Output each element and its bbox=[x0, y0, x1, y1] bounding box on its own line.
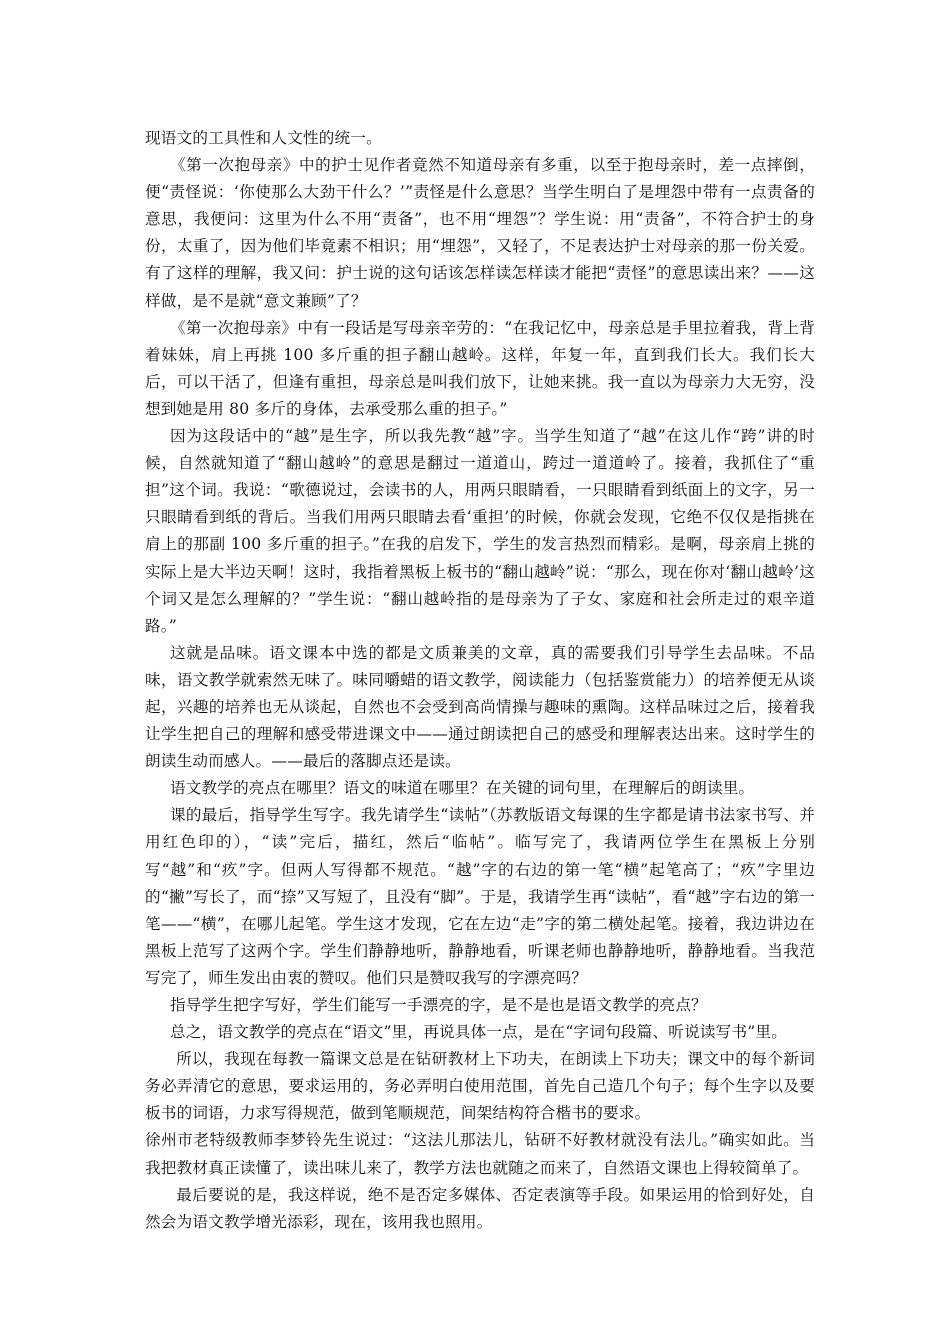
paragraph-5: 这就是品味。语文课本中选的都是文质兼美的文章，真的需要我们引导学生去品味。不品味，语文教学就索然无味了。味同嚼蜡的语文教学，阅读能力（包括鉴赏能力）的培养便无从谈起，兴趣的培养也无从谈起，自然也不会受到高尚情操与趣味的熏陶。这样品味过之后，接着我让学生把自己的理解和感受带进课文中——通过朗读把自己的感受和理解表达出来。这时学生的朗读生动而感人。——最后的落脚点还是读。 bbox=[145, 643, 815, 771]
paragraph-3: 《第一次抱母亲》中有一段话是写母亲辛劳的：“在我记忆中，母亲总是手里拉着我，背上背着妹妹，肩上再挑 100 多斤重的担子翻山越岭。这样，年复一年，直到我们长大。我们长大后，可以干活了，但逢有重担，母亲总是叫我们放下，让她来挑。我一直以为母亲力大无穷，没想到她是用 80 多斤的身体，去承受那么重的担子。” bbox=[145, 318, 815, 418]
paragraph-8: 指导学生把字写好，学生们能写一手漂亮的字，是不是也是语文教学的亮点？ bbox=[169, 996, 707, 1014]
document-body bbox=[145, 125, 815, 1236]
paragraph-4: 因为这段话中的“越”是生字，所以我先教“越”字。当学生知道了“越”在这儿作“跨”讲的时候，自然就知道了“翻山越岭”的意思是翻过一道道山，跨过一道道岭了。接着，我抓住了“重担”这个词。我说：“歌德说过，会读书的人，用两只眼睛看，一只眼睛看到纸面上的文字，另一只眼睛看到纸的背后。当我们用两只眼睛去看‘重担’的时候，你就会发现，它绝不仅仅是指挑在肩上的那副 100 多斤重的担子。”在我的启发下，学生的发言热烈而精彩。是啊，母亲肩上挑的实际上是大半边天啊！这时，我指着黑板上板书的“翻山越岭”说：“那么，现在你对‘翻山越岭’这个词又是怎么理解的？”学生说：“翻山越岭指的是母亲为了子女、家庭和社会所走过的艰辛道路。” bbox=[145, 427, 815, 635]
paragraph-11: 徐州市老特级教师李梦铃先生说过：“这法儿那法儿，钻研不好教材就没有法儿。”确实如此。当我把教材真正读懂了，读出味儿来了，教学方法也就随之而来了，自然语文课也上得较简单了。 bbox=[145, 1131, 815, 1177]
paragraph-1: 现语文的工具性和人文性的统一。 bbox=[145, 129, 382, 147]
paragraph-6: 语文教学的亮点在哪里？语文的味道在哪里？在关键的词句里，在理解后的朗读里。 bbox=[169, 779, 755, 798]
paragraph-10: 所以，我现在每教一篇课文总是在钻研教材上下功夫，在朗读上下功夫；课文中的每个新词务必弄清它的意思，要求运用的，务必弄明白使用范围，首先自己造几个句子；每个生字以及要板书的词语，力求写得规范，做到笔顺规范，间架结构符合楷书的要求。 bbox=[145, 1050, 815, 1123]
paragraph-12: 最后要说的是，我这样说，绝不是否定多媒体、否定表演等手段。如果运用的恰到好处，自然会为语文教学增光添彩，现在，该用我也照用。 bbox=[145, 1185, 815, 1231]
paragraph-9: 总之，语文教学的亮点在“语文”里，再说具体一点，是在“字词句段篇、听说读写书”里。 bbox=[169, 1023, 788, 1042]
paragraph-2: 《第一次抱母亲》中的护士见作者竟然不知道母亲有多重，以至于抱母亲时，差一点摔倒，便“责怪说：‘你使那么大劲干什么？’”责怪是什么意思？当学生明白了是埋怨中带有一点责备的意思，我便问：这里为什么不用“责备”，也不用“埋怨”？学生说：用“责备”，不符合护士的身份，太重了，因为他们毕竟素不相识；用“埋怨”，又轻了，不足表达护士对母亲的那一份关爱。有了这样的理解，我又问：护士说的这句话该怎样读怎样读才能把“责怪”的意思读出来？——这样做，是不是就“意文兼顾”了？ bbox=[145, 156, 815, 310]
paragraph-7: 课的最后，指导学生写字。我先请学生“读帖”（苏教版语文每课的生字都是请书法家书写、并用红色印的），“读”完后，描红，然后“临帖”。临写完了，我请两位学生在黑板上分别写“越”和“疚”字。但两人写得都不规范。“越”字的右边的第一笔“横”起笔高了；“疚”字里边的“撇”写长了，而“捺”又写短了，且没有“脚”。于是，我请学生再“读帖”，看“越”字右边的第一笔——“横”，在哪儿起笔。学生这才发现，它在左边“走”字的第二横处起笔。接着，我边讲边在黑板上范写了这两个字。学生们静静地听，静静地看，听课老师也静静地听，静静地看。当我范写完了，师生发出由衷的赞叹。他们只是赞叹我写的字漂亮吗？ bbox=[145, 806, 815, 987]
